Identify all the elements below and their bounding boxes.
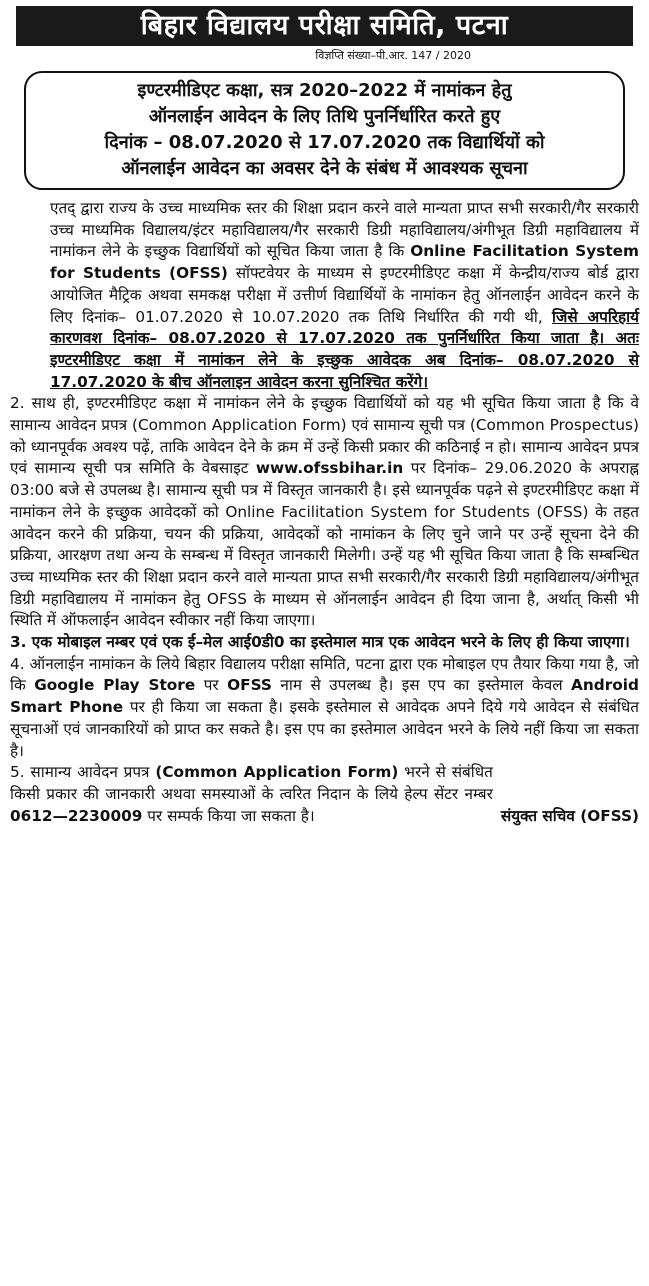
ofss-name: Online Facilitation System for Students (OFSS) — [50, 242, 639, 283]
helpline-number[interactable]: 0612—2230009 — [10, 806, 143, 825]
signature: संयुक्त सचिव (OFSS) — [500, 806, 639, 825]
headline-line: दिनांक – 08.07.2020 से 17.07.2020 तक विद्यार्थियों को — [104, 132, 545, 153]
notice-page — [0, 6, 649, 1286]
notice-body — [10, 198, 639, 827]
paragraph-3: 3. एक मोबाइल नम्बर एवं एक ई–मेल आई0डी0 का इस्तेमाल मात्र एक आवेदन भरने के लिए ही किया जाएगा। — [10, 633, 630, 652]
headline-line: इण्टरमीडिएट कक्षा, सत्र 2020–2022 में नामांकन हेतु — [137, 80, 512, 101]
paragraph-5-row — [10, 762, 639, 827]
headline-line: ऑनलाईन आवेदन के लिए तिथि पुनर्निर्धारित करते हुए — [148, 106, 501, 127]
device-name: Android Smart Phone — [10, 676, 639, 717]
para4-text: नाम से उपलब्ध है। इस एप का इस्तेमाल केवल — [280, 676, 563, 695]
app-name: OFSS — [227, 676, 272, 695]
headline-line: ऑनलाईन आवेदन का अवसर देने के संबंध में आवश्यक सूचना — [121, 158, 528, 179]
para4-text: पर ही किया जा सकता है। इसके इस्तेमाल से आवेदक अपने दिये गये आवेदन से संबंधित सूचनाओं एवं जानकारियों को प्राप्त कर सकते है। इस एप का इस्तेमाल आवेदन भरने के लिये नहीं किया जा सकता है। — [10, 698, 639, 760]
paragraph-2 — [10, 393, 639, 632]
para4-text: पर — [203, 676, 219, 695]
paragraph-5 — [10, 762, 493, 827]
notice-number: विज्ञप्ति संख्या–पी.आर. 147 / 2020 — [315, 49, 471, 62]
para5-text: भरने से संबंधित किसी प्रकार की जानकारी अथवा समस्याओं के त्वरित निदान के लिये हेल्प सेंटर नम्बर — [10, 763, 493, 803]
play-store-name: Google Play Store — [34, 676, 196, 695]
para2-text: 2. साथ ही, इण्टरमीडिएट कक्षा में नामांकन लेने के इच्छुक विद्यार्थियों को यह भी सूचित किया जाता है कि वे सामान्य आवेदन प्रपत्र (Common Application Form) एवं सामान्य सूची पत्र (Common Prospectus) को ध्यानपूर्वक अवश्य पढ़ें, ताकि आवेदन देने के क्रम में उन्हें किसी प्रकार की कठिनाई न हो। सामान्य आवेदन प्रपत्र एवं सामान्य सूची पत्र समिति के वेबसाइट — [10, 394, 639, 478]
rescheduled-dates: जिसे अपरिहार्य कारणवश दिनांक– 08.07.2020 से 17.07.2020 तक पुनर्निर्धारित किया जाता है। अतः इण्टरमीडिएट कक्षा में नामांकन लेने के इच्छुक आवेदक अब दिनांक– 08.07.2020 से 17.07.2020 के बीच ऑनलाइन आवेदन करना सुनिश्चित करेंगे। — [50, 307, 639, 391]
website-link[interactable]: www.ofssbihar.in — [255, 459, 404, 478]
board-masthead: बिहार विद्यालय परीक्षा समिति, पटना — [16, 6, 633, 46]
para5-text: पर सम्पर्क किया जा सकता है। — [147, 806, 315, 825]
para1-text: सॉफ्टवेयर के माध्यम से इण्टरमीडिएट कक्षा में केन्द्रीय/राज्य बोर्ड द्वारा आयोजित मैट्रिक अथवा समकक्ष परीक्षा में उत्तीर्ण विद्यार्थियों के नामांकन हेतु ऑनलाईन आवेदन करने के लिए दिनांक– 01.07.2020 से 10.07.2020 तक तिथि निर्धारित की गयी थी, — [50, 264, 639, 326]
para4-text: 4. ऑनलाईन नामांकन के लिये बिहार विद्यालय परीक्षा समिति, पटना द्वारा एक मोबाइल एप तैयार किया गया है, जो कि — [10, 654, 639, 695]
form-name: (Common Application Form) — [155, 763, 399, 782]
para5-text: 5. सामान्य आवेदन प्रपत्र — [10, 763, 150, 782]
headline-box — [24, 71, 625, 190]
para2-text: पर दिनांक– 29.06.2020 के अपराह्न 03:00 बजे से उपलब्ध है। सामान्य सूची पत्र में विस्तृत जानकारी है। इसे ध्यानपूर्वक पढ़ने से इण्टरमीडिएट कक्षा में नामांकन लेने के इच्छुक आवेदकों को Online Facilitation System for Students (OFSS) के तहत आवेदन करने की प्रक्रिया, चयन की प्रक्रिया, आवेदकों को नामांकन के लिए चुने जाने पर उन्हें सूचना देने की प्रक्रिया, आरक्षण तथा अन्य के सम्बन्ध में विस्तृत जानकारी मिलेगी। उन्हें यह भी सूचित किया जाता है कि सम्बन्धित उच्च माध्यमिक स्तर की शिक्षा प्रदान करने वाले मान्यता प्राप्त सभी सरकारी/गैर सरकारी डिग्री महाविद्यालय/अंगीभूत डिग्री महाविद्यालय में नामांकन हेतु OFSS के माध्यम से ऑनलाईन आवेदन ही दिया जाना है, अर्थात् किसी भी स्थिति में ऑफलाईन आवेदन स्वीकार नहीं किया जाएगा। — [10, 459, 639, 630]
paragraph-4 — [10, 654, 639, 763]
para1-text: एतद् द्वारा राज्य के उच्च माध्यमिक स्तर की शिक्षा प्रदान करने वाले मान्यता प्राप्त सभी सरकारी/गैर सरकारी उच्च माध्यमिक विद्यालय/इंटर महाविद्यालय/गैर सरकारी डिग्री महाविद्यालय/अंगीभूत डिग्री महाविद्यालय में नामांकन लेने के इच्छुक विद्यार्थियों को सूचित किया जाता है कि — [50, 199, 639, 261]
paragraph-1 — [10, 198, 639, 393]
